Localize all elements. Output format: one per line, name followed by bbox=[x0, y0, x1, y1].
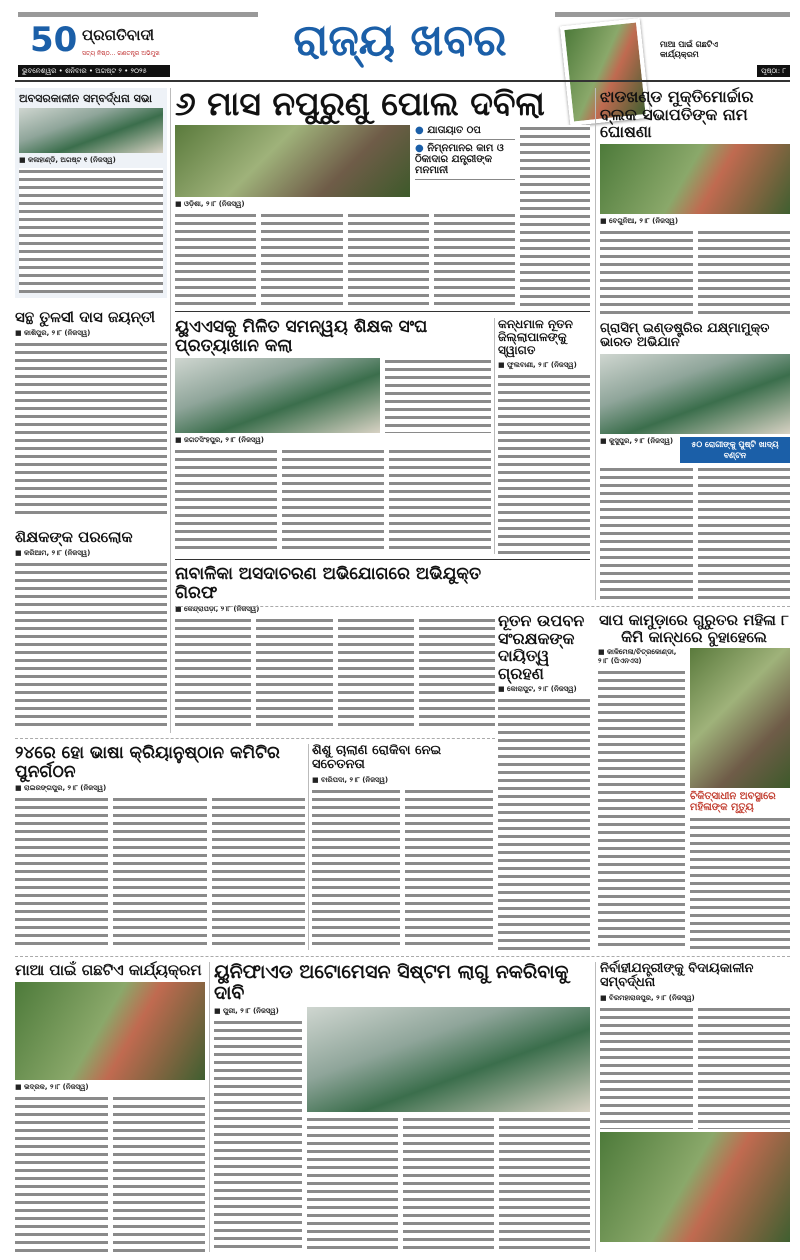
article-photo bbox=[19, 108, 163, 153]
byline: ■ କେନ୍ଦ୍ରାପଡ଼ା, ୨।୮ (ନିଜସ୍ୱ) bbox=[175, 605, 260, 614]
jmm-photo bbox=[600, 144, 790, 214]
body-text bbox=[15, 341, 167, 518]
headline-forest[interactable]: ନୂତନ ଉପବନ ସଂରକ୍ଷକଙ୍କ ଦାୟିତ୍ୱ ଗ୍ରହଣ bbox=[498, 611, 585, 683]
article-tulsidas bbox=[15, 305, 167, 518]
body-text bbox=[214, 1019, 302, 1252]
byline: ■ ପୁରୀ, ୨।୮ (ନିଜସ୍ୱ) bbox=[214, 1006, 279, 1015]
byline: ■ କାଳିମେଳା/ଚିତ୍ରକୋଣ୍ଡା, ୨।୮ (ପିଏନଏସ) bbox=[598, 648, 677, 666]
body-text bbox=[698, 1006, 791, 1129]
body-text bbox=[312, 788, 400, 950]
headline-tb[interactable]: ଗ୍ରାସିମ୍ ଇଣ୍ଡଷ୍ଟ୍ରିର ଯକ୍ଷ୍ମାମୁକ୍ତ ଭାରତ ଅଭିଯାନ bbox=[600, 321, 770, 351]
headline-jmm[interactable]: ଝାଡଖଣ୍ଡ ମୁକ୍ତିମୋର୍ଚ୍ଚାର ବ୍ଲକ ସଭାପତିଙ୍କ ନାମ ଘୋଷଣା bbox=[600, 87, 754, 142]
body-text bbox=[175, 448, 277, 554]
article-automation bbox=[214, 962, 590, 1252]
photo-caption: ୫୦ ରୋଗୀଙ୍କୁ ପୁଷ୍ଟି ଖାଦ୍ୟ ବଣ୍ଟନ bbox=[680, 437, 790, 463]
article-ho bbox=[15, 744, 305, 950]
article-minor bbox=[175, 565, 495, 731]
article-teacher-death bbox=[15, 525, 167, 730]
column-divider bbox=[494, 318, 495, 554]
snake-photo bbox=[690, 648, 790, 788]
byline: ■ କୋରାପୁଟ, ୨।୮ (ନିଜସ୍ୱ) bbox=[498, 685, 577, 694]
uas-photo bbox=[175, 358, 380, 433]
byline: ■ ଜଗତସିଂହପୁର, ୨।୮ (ନିଜସ୍ୱ) bbox=[175, 436, 264, 445]
body-text bbox=[690, 816, 790, 950]
byline: ■ ବିରମହାରାଜପୁର, ୨।୮ (ନିଜସ୍ୱ) bbox=[600, 993, 695, 1002]
byline: ■ କୁସୁପୁର, ୨।୮ (ନିଜସ୍ୱ) bbox=[600, 436, 674, 445]
article-kandhamal bbox=[498, 318, 590, 554]
page-number: ପୃଷ୍ଠା: ୮ bbox=[757, 65, 790, 77]
body-text bbox=[113, 796, 206, 950]
logo-name: ପ୍ରଗତିବାଦୀ bbox=[82, 26, 155, 44]
masthead-rule bbox=[15, 80, 790, 82]
article-snake bbox=[598, 612, 790, 950]
body-text bbox=[600, 1006, 693, 1129]
body-text bbox=[15, 1095, 108, 1252]
body-text bbox=[598, 669, 685, 950]
automation-photo bbox=[307, 1007, 590, 1112]
body-text bbox=[600, 466, 693, 600]
body-text bbox=[405, 788, 493, 950]
body-text bbox=[261, 212, 342, 306]
teaser-text[interactable]: ମାଆ ପାଇଁ ଗଛଟିଏ କାର୍ଯ୍ୟକ୍ରମ bbox=[660, 40, 718, 60]
bridge-points bbox=[415, 125, 515, 197]
byline: ■ କରିଆମ, ୨।୮ (ନିଜସ୍ୱ) bbox=[15, 548, 91, 557]
bridge-photo bbox=[175, 125, 410, 197]
byline: ■ ବେଗୁନିଆ, ୨।୮ (ନିଜସ୍ୱ) bbox=[600, 216, 679, 225]
top-rule-left bbox=[18, 12, 258, 17]
body-text bbox=[282, 448, 384, 554]
tb-photo bbox=[600, 354, 790, 434]
headline-child[interactable]: ଶିଶୁ ଚାଲାଣ ରୋକିବା ନେଇ ସଚେତନତା bbox=[312, 743, 442, 773]
body-text bbox=[256, 617, 332, 731]
body-text bbox=[175, 212, 256, 306]
dateline: ଭୁବନେଶ୍ୱର • ଶନିବାର • ଅଗଷ୍ଟ ୨ • ୨୦୨୫ bbox=[18, 65, 170, 77]
byline: ■ କଳାହାଣ୍ଡି, ଅଗଷ୍ଟ ୧ (ନିଜସ୍ୱ) bbox=[19, 156, 116, 165]
article-tb bbox=[600, 322, 790, 600]
byline: ■ ଭଦ୍ରକ, ୨।୮ (ନିଜସ୍ୱ) bbox=[15, 1082, 89, 1091]
body-text bbox=[175, 617, 251, 731]
article-tree bbox=[15, 962, 205, 1252]
tree-photo bbox=[15, 982, 205, 1080]
body-text bbox=[385, 358, 491, 433]
headline[interactable]: ଅବସରକାଳୀନ ସମ୍ବର୍ଦ୍ଧନା ସଭା bbox=[19, 92, 153, 105]
body-text bbox=[698, 229, 791, 316]
article-jmm bbox=[600, 88, 790, 316]
headline-minor[interactable]: ନାବାଳିକା ଅସଦାଚରଣ ଅଭିଯୋଗରେ ଅଭିଯୁକ୍ତ ଗିରଫ bbox=[175, 564, 482, 603]
byline: ■ ରାଇରଙ୍ଗପୁର, ୨।୮ (ନିଜସ୍ୱ) bbox=[15, 784, 107, 793]
point-item: ● ଯାତାୟାତ ଠପ bbox=[415, 125, 515, 140]
article-engineer bbox=[600, 962, 790, 1242]
photo-caption: ଚିକିତ୍ସାଧୀନ ଅବସ୍ଥାରେ ମହିଳାଙ୍କ ମୃତ୍ୟୁ bbox=[690, 791, 776, 813]
article-uas bbox=[175, 318, 491, 554]
point-item: ● ନିମ୍ନମାନର କାମ ଓ ଠିକାଦାର ଯନ୍ତ୍ରୀଙ୍କ ମନମାନୀ bbox=[415, 140, 515, 180]
section-title: ରାଜ୍ୟ ଖବର bbox=[293, 15, 507, 66]
body-text bbox=[15, 561, 167, 730]
byline: ■ ଫୁଲବାଣୀ, ୨।୮ (ନିଜସ୍ୱ) bbox=[498, 360, 577, 369]
headline-engineer[interactable]: ନିର୍ବାହୀଯନ୍ତ୍ରୀଙ୍କୁ ବିଦାୟକାଳୀନ ସମ୍ବର୍ଦ୍ଧନା bbox=[600, 961, 754, 991]
column-divider bbox=[170, 88, 171, 733]
body-text bbox=[348, 212, 429, 306]
column-divider bbox=[595, 962, 596, 1252]
body-text bbox=[498, 697, 590, 950]
body-text bbox=[212, 796, 305, 950]
article-retirement bbox=[15, 88, 167, 298]
headline[interactable]: କନ୍ଧମାଳ ନୂତନ ଜିଲ୍ଲାପାଳଙ୍କୁ ସ୍ୱାଗତ bbox=[498, 317, 573, 358]
body-text bbox=[15, 796, 108, 950]
body-text bbox=[419, 617, 495, 731]
headline-uas[interactable]: ୟୁଏଏସକୁ ମିଳିତ ସମନ୍ୱୟ ଶିକ୍ଷକ ସଂଘ ପ୍ରତ୍ୟାଖାନ କଲା bbox=[175, 317, 428, 356]
logo bbox=[30, 20, 190, 62]
byline: ■ ଓଡ଼ିଶା, ୨।୮ (ନିଜସ୍ୱ) bbox=[175, 200, 245, 209]
body-text bbox=[698, 466, 791, 600]
dashed-rule bbox=[15, 956, 790, 957]
body-text bbox=[389, 448, 491, 554]
headline-ho[interactable]: ୨୪ରେ ହୋ ଭାଷା କ୍ରିୟାନୁଷ୍ଠାନ କମିଟିର ପୁନର୍ଗଠନ bbox=[15, 743, 280, 782]
logo-number: 50 bbox=[30, 20, 78, 60]
body-text bbox=[498, 373, 590, 554]
article-child bbox=[312, 744, 493, 950]
byline: ■ ବାରିପଦା, ୨।୮ (ନିଜସ୍ୱ) bbox=[312, 775, 389, 784]
body-text bbox=[403, 1116, 494, 1252]
body-text bbox=[520, 125, 590, 306]
headline[interactable]: ଶିକ୍ଷକଙ୍କ ପରଲୋକ bbox=[15, 528, 133, 546]
body-text bbox=[434, 212, 515, 306]
body-text bbox=[499, 1116, 590, 1252]
headline-snake[interactable]: ସାପ କାମୁଡ଼ାରେ ଗୁରୁତର ମହିଳା ୮ କିମି କାନ୍ଧରେ ବୁହାହେଲେ bbox=[599, 611, 789, 646]
dashed-rule bbox=[175, 606, 790, 607]
rule bbox=[175, 559, 590, 560]
article-bridge bbox=[175, 86, 590, 306]
headline-automation[interactable]: ୟୁନିଫାଏଡ ଅଟୋମେସନ ସିଷ୍ଟମ ଲାଗୁ ନକରିବାକୁ ଦାବି bbox=[214, 961, 569, 1004]
body-text bbox=[113, 1095, 206, 1252]
body-text bbox=[600, 229, 693, 316]
column-divider bbox=[209, 962, 210, 1252]
logo-tagline: ସତ୍ୟ ନିଷ୍ଠ... ଗଣତନ୍ତ୍ର ଅଭିମୁଖ bbox=[82, 50, 160, 57]
byline: ■ କାଶିପୁର, ୨।୮ (ନିଜସ୍ୱ) bbox=[15, 328, 91, 337]
column-divider bbox=[595, 88, 596, 600]
rule bbox=[175, 311, 590, 312]
body-text bbox=[19, 168, 163, 293]
dashed-rule bbox=[15, 738, 495, 739]
article-forest bbox=[498, 612, 590, 950]
headline[interactable]: ସନ୍ଥ ତୁଳସୀ ଦାସ ଜୟନ୍ତୀ bbox=[15, 308, 155, 326]
engineer-photo bbox=[600, 1132, 790, 1242]
headline-tree[interactable]: ମାଆ ପାଇଁ ଗଛଟିଏ କାର୍ଯ୍ୟକ୍ରମ bbox=[15, 961, 202, 979]
top-rule-right bbox=[555, 12, 790, 17]
column-divider bbox=[308, 744, 309, 950]
body-text bbox=[338, 617, 414, 731]
headline[interactable]: ୬ ମାସ ନପୁରୁଣୁ ପୋଲ ଦବିଲା bbox=[175, 84, 545, 123]
body-text bbox=[307, 1116, 398, 1252]
